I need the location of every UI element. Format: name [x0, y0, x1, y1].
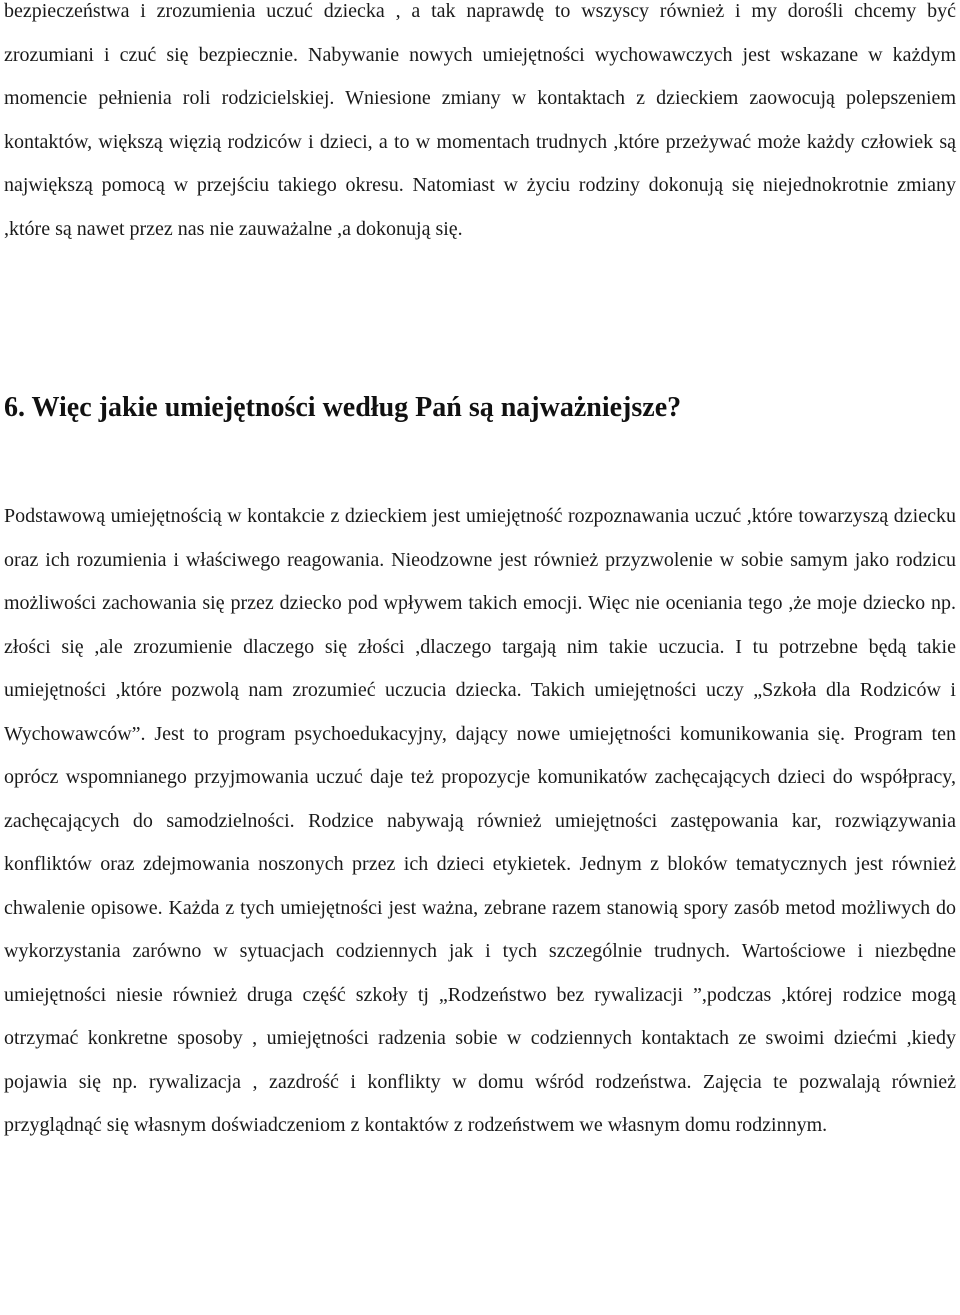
section-heading: 6. Więc jakie umiejętności według Pań są najważniejsze?	[4, 392, 682, 423]
paragraph-intro: bezpieczeństwa i zrozumienia uczuć dziecka , a tak naprawdę to wszyscy również i my dorośli chcemy być zrozumiani i czuć się bezpiecznie. Nabywanie nowych umiejętności wychowawczych jest wskazane w każdym momencie pełnienia roli rodzicielskiej. Wniesione zmiany w kontaktach z dzieckiem zaowocują polepszeniem kontaktów, większą więzią rodziców i dzieci, a to w momentach trudnych ,które przeżywać może każdy człowiek są największą pomocą w przejściu takiego okresu. Natomiast w życiu rodziny dokonują się niejednokrotnie zmiany ,które są nawet przez nas nie zauważalne ,a dokonują się.	[4, 0, 956, 240]
paragraph-skills: Podstawową umiejętnością w kontakcie z dzieckiem jest umiejętność rozpoznawania uczuć ,które towarzyszą dziecku oraz ich rozumienia i właściwego reagowania. Nieodzowne jest również przyzwolenie w sobie samym jako rodzicu możliwości zachowania się przez dziecko pod wpływem takich emocji. Więc nie oceniania tego ,że moje dziecko np. złości się ,ale zrozumienie dlaczego się złości ,dlaczego targają nim takie uczucia. I tu potrzebne będą takie umiejętności ,które pozwolą nam zrozumieć uczucia dziecka. Takich umiejętności uczy „Szkoła dla Rodziców i Wychowawców”. Jest to program psychoedukacyjny, dający nowe umiejętności komunikowania się. Program ten oprócz wspomnianego przyjmowania uczuć daje też propozycje komunikatów zachęcających dzieci do współpracy, zachęcających do samodzielności. Rodzice nabywają również umiejętności zastępowania kar, rozwiązywania konfliktów oraz zdejmowania noszonych przez ich dzieci etykietek. Jednym z bloków tematycznych jest również chwalenie opisowe. Każda z tych umiejętności jest ważna, zebrane razem stanowią spory zasób metod możliwych do wykorzystania zarówno w sytuacjach codziennych jak i tych szczególnie trudnych. Wartościowe i niezbędne umiejętności niesie również druga część szkoły tj „Rodzeństwo bez rywalizacji ”,podczas ,której rodzice mogą otrzymać konkretne sposoby , umiejętności radzenia sobie w codziennych kontaktach ze swoimi dziećmi ,kiedy pojawia się np. rywalizacja , zazdrość i konflikty w domu wśród rodzeństwa. Zajęcia te pozwalają również przyglądnąć się własnym doświadczeniom z kontaktów z rodzeństwem we własnym domu rodzinnym.	[4, 505, 956, 1136]
document-page	[4, 0, 956, 1136]
